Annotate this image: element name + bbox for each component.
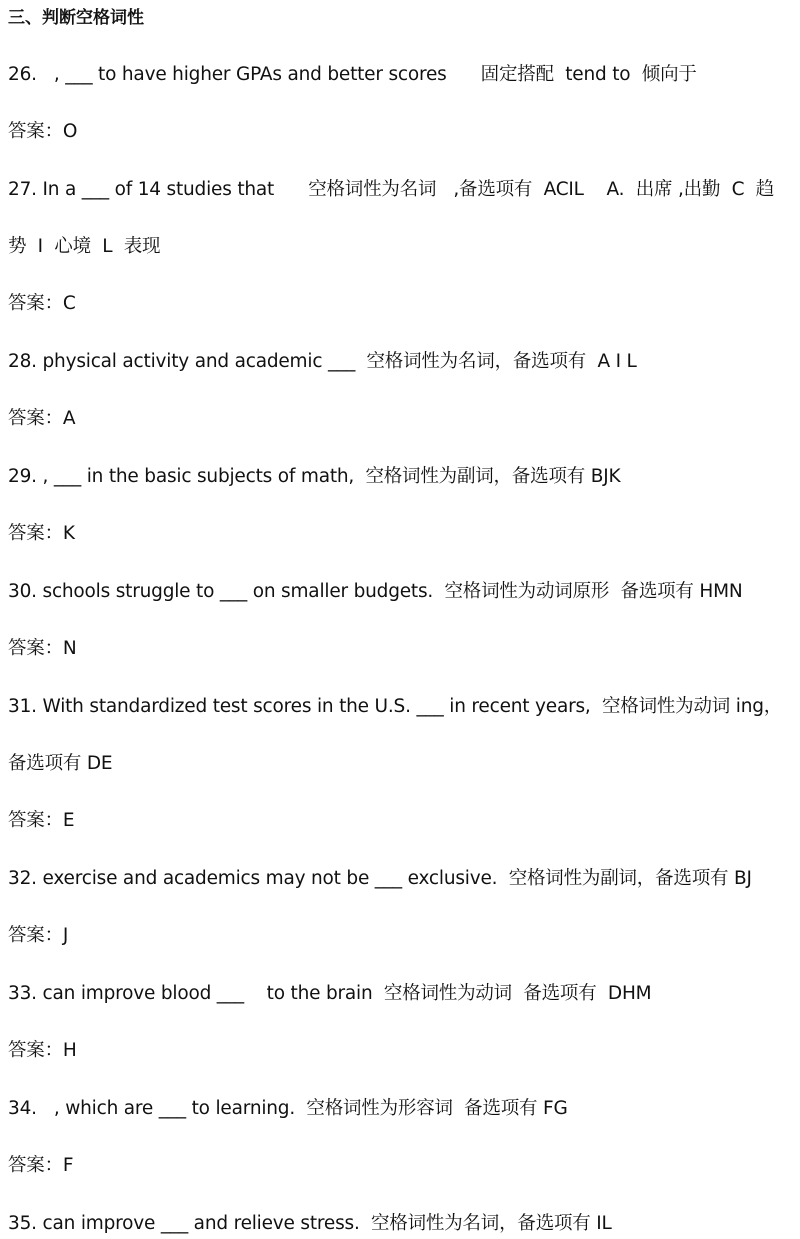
answer-29: 答案：K xyxy=(8,523,75,544)
section-heading: 三、判断空格词性 xyxy=(8,8,144,28)
question-33: 33. can improve blood ___ to the brain 空格词性为动词 备选项有 DHM xyxy=(8,983,652,1004)
question-30: 30. schools struggle to ___ on smaller budgets. 空格词性为动词原形 备选项有 HMN xyxy=(8,581,743,602)
answer-27: 答案：C xyxy=(8,293,76,314)
question-27-continued: 势 I 心境 L 表现 xyxy=(8,236,161,257)
answer-26: 答案：O xyxy=(8,121,78,142)
question-29: 29. , ___ in the basic subjects of math, 空格词性为副词，备选项有 BJK xyxy=(8,466,621,487)
question-32: 32. exercise and academics may not be ___ exclusive. 空格词性为副词，备选项有 BJ xyxy=(8,868,752,889)
answer-28: 答案：A xyxy=(8,408,76,429)
question-35: 35. can improve ___ and relieve stress. 空格词性为名词，备选项有 IL xyxy=(8,1213,612,1234)
question-26: 26. , ___ to have higher GPAs and better scores 固定搭配 tend to 倾向于 xyxy=(8,64,697,85)
question-31: 31. With standardized test scores in the U.S. ___ in recent years, 空格词性为动词 ing， xyxy=(8,696,783,717)
answer-34: 答案：F xyxy=(8,1155,74,1176)
answer-32: 答案：J xyxy=(8,925,69,946)
question-31-continued: 备选项有 DE xyxy=(8,753,113,774)
question-28: 28. physical activity and academic ___ 空格词性为名词，备选项有 A I L xyxy=(8,351,637,372)
question-34: 34. , which are ___ to learning. 空格词性为形容词 备选项有 FG xyxy=(8,1098,568,1119)
question-27: 27. In a ___ of 14 studies that 空格词性为名词 ,备选项有 ACIL A. 出席 ,出勤 C 趋 xyxy=(8,179,774,200)
answer-30: 答案：N xyxy=(8,638,77,659)
answer-31: 答案：E xyxy=(8,810,75,831)
answer-33: 答案：H xyxy=(8,1040,77,1061)
